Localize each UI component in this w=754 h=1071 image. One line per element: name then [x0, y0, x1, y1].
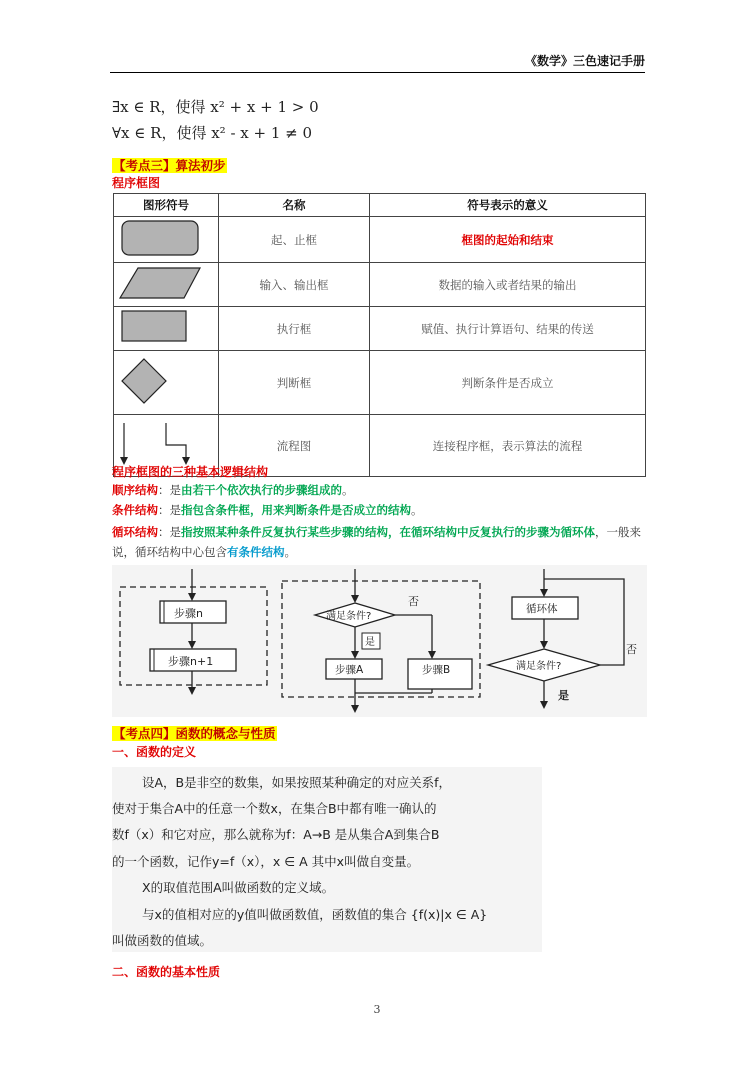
process-symbol [114, 307, 219, 351]
def-line-2: 使对于集合A中的任意一个数x，在集合B中都有唯一确认的 [112, 801, 437, 816]
step-a-label: 步骤A [335, 664, 364, 676]
def-line-7: 叫做函数的值域。 [112, 933, 213, 948]
section4-tag-text: 【考点四】函数的概念与性质 [113, 726, 276, 741]
condition-structure [112, 502, 647, 519]
page-number: 3 [373, 1003, 381, 1016]
table-cell-name: 起、止框 [219, 217, 370, 263]
terminal-shape-icon [114, 217, 218, 259]
table-header-name: 名称 [219, 194, 370, 217]
terminal-symbol [114, 217, 219, 263]
logic-title: 程序框图的三种基本逻辑结构 [112, 465, 269, 479]
step-n1-label: 步骤n+1 [168, 655, 214, 668]
formula-forall: ∀x ∈ R，使得 x² - x + 1 ≠ 0 [112, 124, 313, 142]
table-row [114, 351, 646, 415]
loop-yes-label: 是 [558, 689, 569, 702]
section4-tag [112, 723, 277, 742]
condition-end: 。 [411, 503, 423, 517]
table-cell-meaning: 框图的起始和结束 [370, 217, 646, 263]
loop-no-label: 否 [626, 643, 637, 656]
io-symbol [114, 263, 219, 307]
formula-exists: ∃x ∈ R，使得 x² + x + 1 > 0 [112, 98, 319, 116]
table-cell-meaning: 连接程序框，表示算法的流程 [370, 415, 646, 477]
loop-cond: 有条件结构 [227, 545, 285, 559]
def-line-3: 数f（x）和它对应，那么就称为f：A→B 是从集合A到集合B [112, 827, 440, 842]
table-cell-meaning: 数据的输入或者结果的输出 [370, 263, 646, 307]
no-label: 否 [408, 595, 419, 608]
table-cell-name: 流程图 [219, 415, 370, 477]
table-row [114, 263, 646, 307]
loop-condition-label: 满足条件? [516, 661, 562, 672]
condition-label: 条件结构 [112, 503, 158, 517]
diamond-icon [114, 351, 218, 411]
function-def-title: 一、函数的定义 [112, 745, 197, 759]
def-line-6: 与x的值相对应的y值叫做函数值，函数值的集合 {f(x)|x ∈ A} [142, 907, 488, 922]
condition-question: 满足条件? [326, 611, 372, 622]
def-line-1: 设A，B是非空的数集，如果按照某种确定的对应关系f， [142, 775, 452, 790]
condition-desc: 指包含条件框，用来判断条件是否成立的结构 [181, 503, 411, 517]
sequence-sep: ：是 [158, 483, 181, 497]
def-line-5: X的取值范围A叫做函数的定义域。 [142, 880, 335, 895]
section3-tag [112, 155, 227, 174]
decision-symbol [114, 351, 219, 415]
table-cell-name: 执行框 [219, 307, 370, 351]
section3-tag-text: 【考点三】算法初步 [113, 158, 226, 173]
header-rule [110, 72, 645, 73]
sequence-structure [112, 482, 647, 499]
yes-label: 是 [365, 637, 375, 648]
rectangle-icon [114, 307, 218, 347]
loop-label: 循环结构 [112, 525, 158, 539]
loop-desc: 指按照某种条件反复执行某些步骤的结构，在循环结构中反复执行的步骤为循环体 [181, 525, 595, 539]
loop-structure [112, 522, 647, 562]
symbol-table [113, 193, 646, 477]
step-b-label: 步骤B [422, 664, 451, 676]
def-line-4: 的一个函数，记作y=f（x），x ∈ A 其中x叫做自变量。 [112, 854, 420, 869]
parallelogram-icon [114, 263, 218, 303]
loop-mid: ，一般来说，循环结构中心包含 [112, 525, 641, 559]
header-title: 《数学》三色速记手册 [524, 54, 645, 68]
logic-structures-diagram [112, 565, 647, 717]
table-row [114, 217, 646, 263]
table-header-row [114, 194, 646, 217]
sequence-desc: 由若干个依次执行的步骤组成的 [181, 483, 342, 497]
loop-end: 。 [284, 545, 296, 559]
table-header-symbol: 图形符号 [114, 194, 219, 217]
table-cell-name: 输入、输出框 [219, 263, 370, 307]
condition-sep: ：是 [158, 503, 181, 517]
table-cell-meaning: 赋值、执行计算语句、结果的传送 [370, 307, 646, 351]
sequence-end: 。 [342, 483, 354, 497]
function-properties-title: 二、函数的基本性质 [112, 965, 221, 979]
loop-body-label: 循环体 [526, 603, 558, 615]
table-row [114, 307, 646, 351]
table-cell-name: 判断框 [219, 351, 370, 415]
sequence-label: 顺序结构 [112, 483, 158, 497]
table-cell-meaning: 判断条件是否成立 [370, 351, 646, 415]
section3-subtitle: 程序框图 [112, 176, 161, 190]
step-n-label: 步骤n [174, 607, 203, 620]
loop-sep: ：是 [158, 525, 181, 539]
table-header-meaning: 符号表示的意义 [370, 194, 646, 217]
